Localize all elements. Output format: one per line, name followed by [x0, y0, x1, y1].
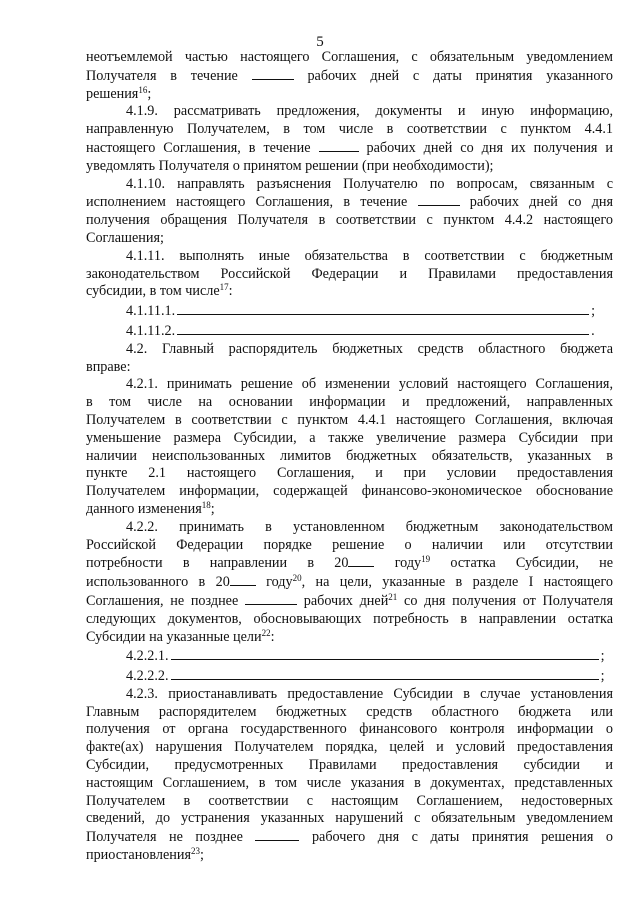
footnote-ref: 17: [219, 282, 229, 293]
text-line: наличии неиспользованных лимитов бюджетных обязательств, указанных в: [86, 447, 613, 464]
text-line: следующих документов, обосновывающих потребность в направлении остатка: [86, 610, 613, 627]
fill-rule: [171, 666, 599, 680]
fill-blank: [418, 193, 460, 206]
fill-blank: [255, 828, 299, 841]
text-line: Субсидии, предусмотренных Правилами предоставления субсидии и: [86, 757, 613, 774]
fill-blank: [230, 573, 256, 586]
document-body: [86, 49, 613, 865]
fill-blank: [319, 139, 359, 152]
text-line: вправе:: [86, 358, 131, 375]
text-line: Главным распорядителем бюджетных средств областного бюджета или: [86, 703, 613, 720]
text-line: данного изменения$^{18}$;: [86, 499, 215, 517]
text-line: неотъемлемой частью настоящего Соглашения, с обязательным уведомлением: [86, 49, 613, 65]
text-line: сведений, до устранения указанных нарушений с обязательным уведомлением: [86, 810, 613, 827]
clause-4-2-1: 4.2.1. принимать решение об изменении условий настоящего Соглашения,: [126, 376, 613, 393]
footnote-ref: 21: [388, 591, 398, 602]
footnote-ref: 20: [292, 573, 302, 584]
clause-4-2: 4.2. Главный распорядитель бюджетных средств областного бюджета: [126, 340, 613, 357]
text-line: Получателем в соответствии с настоящим Соглашением, недостоверных: [86, 792, 613, 809]
text-line: использованного в 20 году$^{20}$, на цели, указанные в разделе I настоящего: [86, 573, 614, 591]
clause-4-1-11-2: 4.1.11.2. .: [126, 322, 595, 339]
text-line: Соглашения;: [86, 229, 164, 246]
clause-4-2-3: 4.2.3. приостанавливать предоставление Субсидии в случае установления: [126, 685, 613, 702]
footnote-ref: 23: [190, 846, 200, 857]
text-line: Получателя в течение рабочих дней с даты принятия указанного: [86, 67, 613, 84]
footnote-ref: 18: [201, 499, 211, 510]
fill-blank: [245, 592, 297, 605]
text-line: уведомлять Получателя о принятом решении (при необходимости);: [86, 157, 494, 174]
fill-rule: [177, 301, 589, 315]
text-line: потребности в направлении в 20 году$^{19}$ остатка Субсидии, не: [86, 554, 614, 572]
text-line: Субсидии на указанные цели$^{22}$:: [86, 627, 275, 645]
footnote-ref: 16: [138, 84, 148, 95]
clause-4-1-10: 4.1.10. направлять разъяснения Получателю по вопросам, связанным с: [126, 175, 613, 192]
footnote-ref: 22: [261, 627, 271, 638]
text-line: решения$^{16}$;: [86, 84, 152, 102]
text-line: законодательством Российской Федерации и Правилами предоставления: [86, 265, 613, 282]
text-line: Получателем информации, содержащей финансово-экономическое обоснование: [86, 483, 613, 500]
text-line: настоящего Соглашения, в течение рабочих дней со дня их получения и: [86, 139, 614, 156]
text-line: Соглашения, не позднее рабочих дней$^{21}$ со дня получения от Получателя: [86, 591, 614, 609]
footnote-ref: 19: [421, 554, 431, 565]
clause-4-2-2-2: 4.2.2.2. ;: [126, 668, 605, 685]
page-number: 5: [316, 34, 324, 50]
clause-4-1-11: 4.1.11. выполнять иные обязательства в соответствии с бюджетным: [126, 247, 613, 264]
clause-4-2-2: 4.2.2. принимать в установленном бюджетным законодательством: [126, 518, 613, 535]
text-line: настоящим Соглашением, в том числе указания в документах, представленных: [86, 774, 613, 791]
fill-rule: [177, 321, 589, 335]
text-line: получения от органа государственного финансового контроля информации о: [86, 721, 613, 738]
fill-rule: [171, 646, 599, 660]
clause-4-2-2-1: 4.2.2.1. ;: [126, 648, 605, 665]
text-line: направленную Получателем, в том числе в соответствии с пунктом 4.4.1: [86, 121, 613, 138]
clause-4-1-9: 4.1.9. рассматривать предложения, документы и иную информацию,: [126, 103, 613, 120]
fill-blank: [348, 554, 374, 567]
text-line: субсидии, в том числе$^{17}$:: [86, 282, 233, 300]
text-line: в том числе на основании информации и предложений, направленных: [86, 394, 613, 411]
text-line: пункте 2.1 настоящего Соглашения, и при условии предоставления: [86, 465, 613, 482]
text-line: приостановления$^{23}$;: [86, 846, 204, 864]
text-line: Российской Федерации порядке решение о наличии или отсутствии: [86, 536, 613, 553]
clause-4-1-11-1: 4.1.11.1. ;: [126, 303, 596, 320]
fill-blank: [252, 67, 294, 80]
text-line: Получателем в соответствии с пунктом 4.4.1 настоящего Соглашения, включая: [86, 411, 613, 428]
text-line: исполнением настоящего Соглашения, в течение рабочих дней со дня: [86, 194, 614, 211]
text-line: Получателя не позднее рабочего дня с даты принятия решения о: [86, 829, 614, 846]
text-line: уменьшение размера Субсидии, а также увеличение размера Субсидии при: [86, 429, 613, 446]
text-line: факте(ах) нарушения Получателем порядка, целей и условий предоставления: [86, 739, 613, 756]
text-line: получения обращения Получателя в соответствии с пунктом 4.4.2 настоящего: [86, 212, 613, 229]
